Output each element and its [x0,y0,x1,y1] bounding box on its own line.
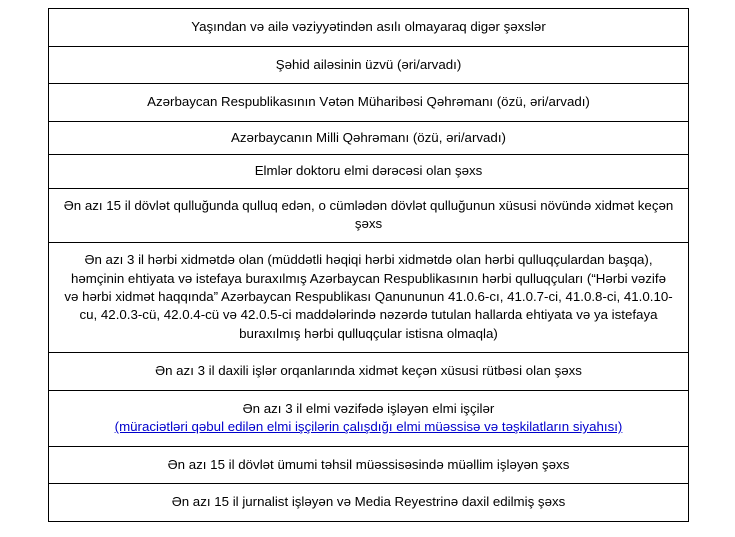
table-row [49,353,689,391]
cell-text: Şəhid ailəsinin üzvü (əri/arvadı) [275,56,462,72]
table-cell-patriotic-war-hero [49,84,689,122]
table-cell-martyr-family [49,46,689,84]
cell-text: Yaşından və ailə vəziyyətindən asılı olmayaraq digər şəxslər [191,19,546,34]
table-cell-internal-affairs-3-years [49,353,689,391]
table-cell-national-hero [49,121,689,155]
table-row [49,9,689,47]
cell-text: Azərbaycanın Milli Qəhrəmanı (özü, əri/arvadı) [231,129,506,145]
cell-text: Ən azı 3 il daxili işlər orqanlarında xidmət keçən xüsusi rütbəsi olan şəxs [155,363,582,379]
table-row [49,243,689,353]
table-body [49,9,689,522]
table-cell-military-service-3-years [49,243,689,353]
cell-text: Ən azı 3 il hərbi xidmətdə olan (müddətli həqiqi hərbi xidmətdə olan hərbi qulluqçulardan başqa), həmçinin ehtiyata və istefaya buraxılmış Azərbaycan Respublikasının hərbi qulluqçuları (“Hərbi vəzifə və hərbi xidmət haqqında” Azərbaycan Respublikası Qanununun 41.0.6-cı, 41.0.7-ci, 41.0.8-ci, 41.0.10-cu, 42.0.3-cü, 42.0.4-cü və 42.0.5-ci maddələrində nəzərdə tutulan hallarda ehtiyata və ya istefaya buraxılmış hərbi qulluqçular istisna olmaqla) [64,252,673,341]
table-row [49,121,689,155]
table-cell-other-persons [49,9,689,47]
table-cell-doctor-of-sciences [49,155,689,189]
table-cell-scientific-workers-3-years [49,390,689,446]
table-row [49,390,689,446]
table-row [49,446,689,484]
table-row [49,46,689,84]
table-row [49,484,689,522]
table-row [49,155,689,189]
scientific-institutions-list-link-wrapper [57,418,680,436]
cell-text: Ən azı 15 il dövlət ümumi təhsil müəssisəsində müəllim işləyən şəxs [167,456,570,472]
table-row [49,84,689,122]
scientific-institutions-list-link[interactable]: (müraciətləri qəbul edilən elmi işçilərin çalışdığı elmi müəssisə və təşkilatların siyahısı) [114,419,623,435]
cell-text: Ən azı 3 il elmi vəzifədə işləyən elmi işçilər [242,400,495,416]
cell-text: Azərbaycan Respublikasının Vətən Müharibəsi Qəhrəmanı (özü, əri/arvadı) [147,94,590,110]
table-cell-journalist-15-years [49,484,689,522]
cell-text: Ən azı 15 il jurnalist işləyən və Media Reyestrinə daxil edilmiş şəxs [171,494,566,510]
table-cell-civil-service-15-years [49,188,689,243]
criteria-table-container [48,8,689,522]
eligible-categories-table [48,8,689,522]
cell-text: Elmlər doktoru elmi dərəcəsi olan şəxs [254,163,483,179]
table-cell-teacher-15-years [49,446,689,484]
cell-text: Ən azı 15 il dövlət qulluğunda qulluq edən, o cümlədən dövlət qulluğunun xüsusi növündə xidmət keçən şəxs [63,197,674,232]
table-row [49,188,689,243]
